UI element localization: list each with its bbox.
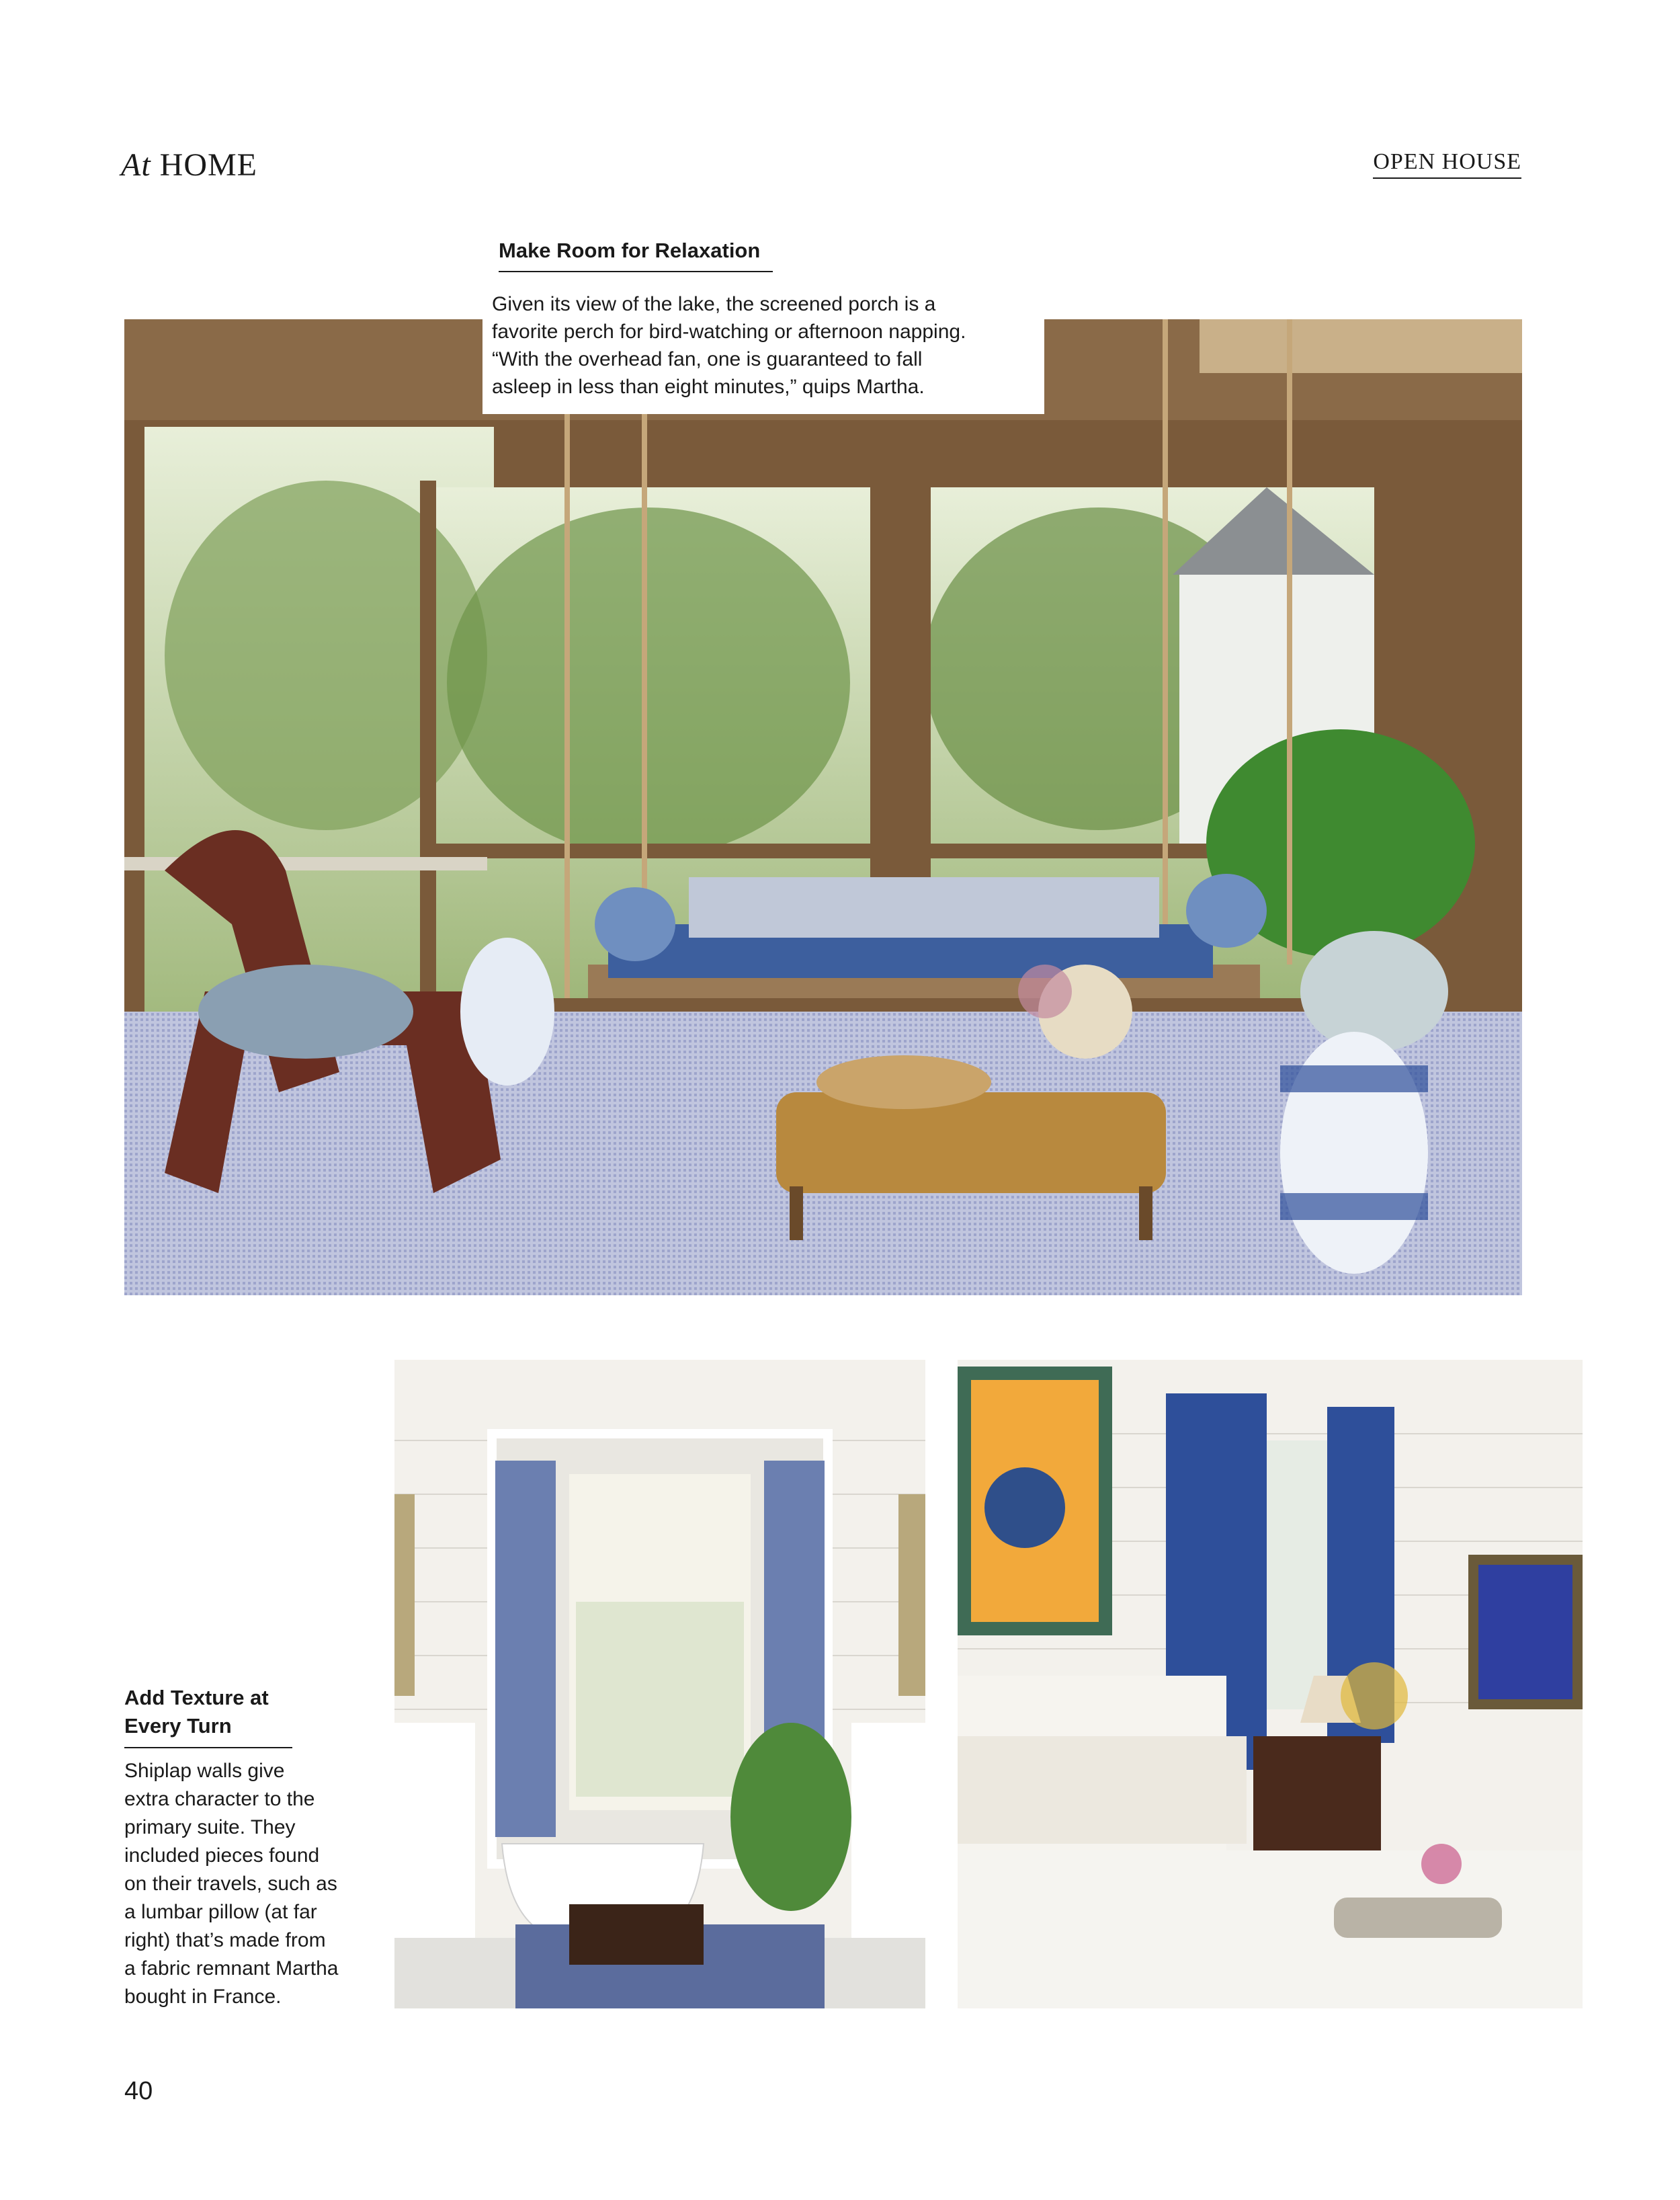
porch-photo — [124, 319, 1522, 1295]
bathroom-photo — [394, 1360, 925, 2008]
suite-caption-line: bought in France. — [124, 1986, 282, 2008]
suite-caption-line: Shiplap walls give — [124, 1760, 285, 1782]
suite-caption-line: primary suite. They — [124, 1816, 296, 1838]
masthead-at: At — [121, 147, 151, 183]
porch-caption-text — [492, 290, 1036, 401]
page-number: 40 — [124, 2077, 153, 2105]
bedroom-photo — [958, 1360, 1583, 2008]
suite-caption-title-line: Every Turn — [124, 1714, 232, 1738]
porch-caption-line: asleep in less than eight minutes,” quips Martha. — [492, 376, 925, 398]
porch-illustration — [124, 319, 1522, 1295]
suite-caption-line: a lumbar pillow (at far — [124, 1901, 317, 1923]
suite-caption-line: right) that’s made from — [124, 1929, 326, 1951]
section-tag: OPEN HOUSE — [1373, 149, 1521, 179]
suite-caption-line: included pieces found — [124, 1844, 320, 1867]
masthead-home: HOME — [159, 147, 257, 183]
masthead-logo — [121, 147, 257, 184]
suite-caption-title-line: Add Texture at — [124, 1686, 269, 1709]
porch-caption-line: favorite perch for bird-watching or afternoon napping. — [492, 321, 966, 343]
porch-caption-title: Make Room for Relaxation — [499, 239, 773, 272]
bedroom-illustration — [958, 1360, 1583, 2008]
suite-caption-title — [124, 1684, 292, 1748]
suite-caption-line: on their travels, such as — [124, 1873, 337, 1895]
suite-caption-line: extra character to the — [124, 1788, 315, 1810]
suite-caption-line: a fabric remnant Martha — [124, 1957, 339, 1980]
bathroom-illustration — [394, 1360, 925, 2008]
porch-caption-line: “With the overhead fan, one is guaranteed to fall — [492, 348, 923, 370]
suite-caption-text — [124, 1757, 380, 2011]
porch-caption-line: Given its view of the lake, the screened porch is a — [492, 293, 936, 315]
